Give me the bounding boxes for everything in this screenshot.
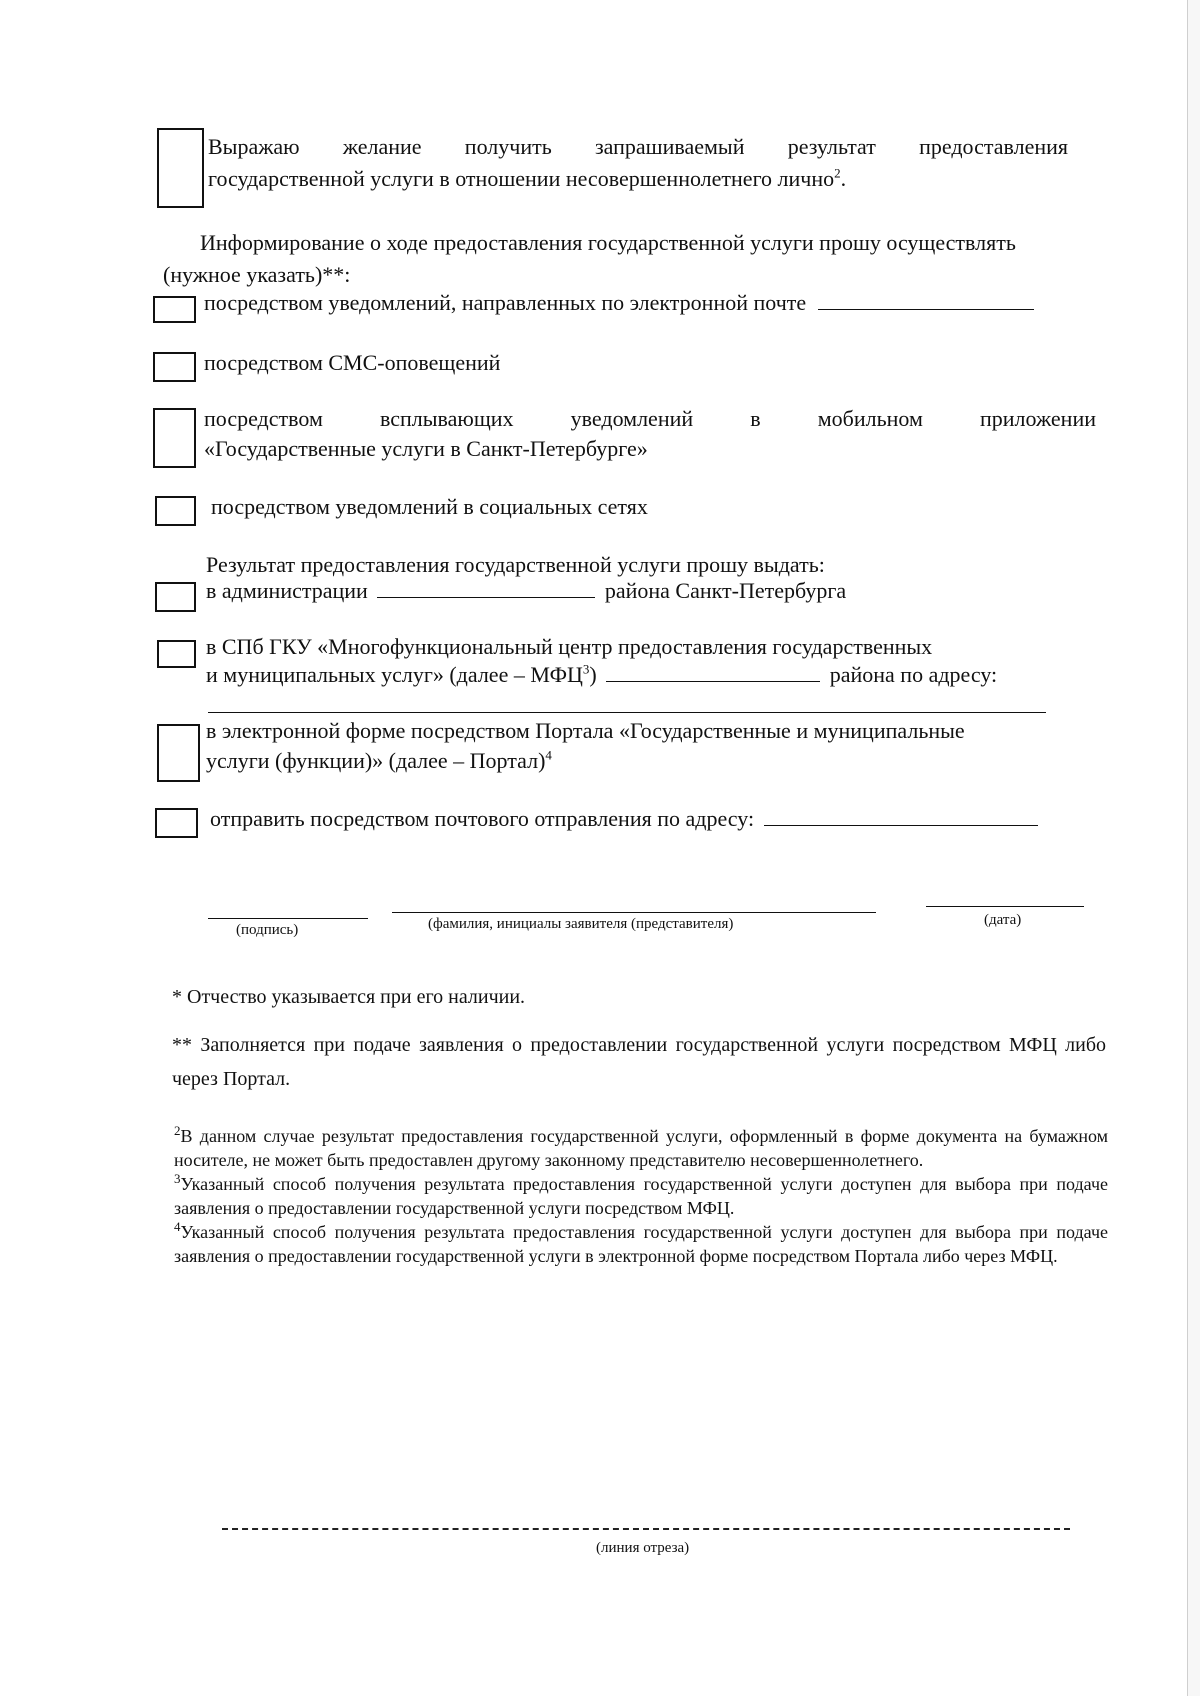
checkbox-sms[interactable] [153,352,196,382]
result-mfc-line-1: в СПб ГКУ «Многофункциональный центр предоставления государственных [206,634,933,659]
checkbox-mfc[interactable] [157,640,196,668]
cut-line [222,1528,1070,1530]
scan-page-edge [1187,0,1200,1696]
name-caption: (фамилия, инициалы заявителя (представителя) [428,916,734,932]
inform-intro-line-2: (нужное указать)**: [163,262,351,287]
signature-caption: (подпись) [236,922,299,938]
note-star-1: * Отчество указывается при его наличии. [172,986,526,1008]
option-sms: посредством СМС-оповещений [204,350,501,375]
date-caption: (дата) [984,912,1022,928]
checkbox-social[interactable] [155,496,196,526]
option-email: посредством уведомлений, направленных по электронной почте [204,288,1034,318]
cut-line-caption: (линия отреза) [596,1540,690,1556]
checkbox-post[interactable] [155,808,198,838]
checkbox-push[interactable] [153,408,196,468]
note-star-2: ** Заполняется при подаче заявления о предоставлении государственной услуги посредством МФЦ либо через Портал. [172,1034,1106,1090]
date-line[interactable] [926,906,1084,907]
footnote-3: $^3$Указанный способ получения результата предоставления государственной услуги доступен для выбора при подаче заявления о предоставлении государственной услуги посредством МФЦ. [174,1171,1108,1218]
checkbox-wish-personal[interactable] [157,128,204,208]
option-push-line-1: посредством всплывающих уведомлений в мобильном приложении [204,406,1096,431]
option-social: посредством уведомлений в социальных сетях [211,494,648,519]
result-intro: Результат предоставления государственной услуги прошу выдать: [206,552,825,577]
result-admin: в администрации района Санкт-Петербурга [206,578,847,603]
admin-district-field[interactable] [377,577,595,598]
post-address-field[interactable] [764,805,1038,826]
result-portal-line-2: услуги (функции)» (далее – Портал)$^4$ [206,747,552,773]
footnotes [174,1124,1108,1268]
checkbox-admin[interactable] [155,582,196,612]
email-field[interactable] [818,289,1034,310]
mfc-district-field[interactable] [606,661,820,682]
footnote-4: $^4$Указанный способ получения результата предоставления государственной услуги доступен для выбора при подаче заявления о предоставлении государственной услуги в электронной форме посредством Портала либо через МФЦ. [174,1219,1108,1266]
inform-intro-line-1: Информирование о ходе предоставления государственной услуги прошу осуществлять [200,230,1016,255]
wish-line-1: Выражаю желание получить запрашиваемый результат предоставления [208,134,1068,159]
checkbox-email[interactable] [153,296,196,323]
option-push-line-2: «Государственные услуги в Санкт-Петербурге» [204,436,648,461]
signature-line[interactable] [208,918,368,919]
checkbox-portal[interactable] [157,724,200,782]
result-post: отправить посредством почтового отправления по адресу: [210,804,1038,834]
wish-line-2: государственной услуги в отношении несовершеннолетнего лично$^2$. [208,165,847,191]
footnote-2: $^2$В данном случае результат предоставления государственной услуги, оформленный в форме документа на бумажном носителе, не может быть предоставлен другому законному представителю несовершеннолетнего. [174,1123,1108,1170]
result-mfc-line-2: и муниципальных услуг» (далее – МФЦ$^3$) района по адресу: [206,661,998,687]
mfc-address-field[interactable] [208,712,1046,713]
result-portal-line-1: в электронной форме посредством Портала «Государственные и муниципальные [206,718,965,743]
name-line[interactable] [392,912,876,913]
